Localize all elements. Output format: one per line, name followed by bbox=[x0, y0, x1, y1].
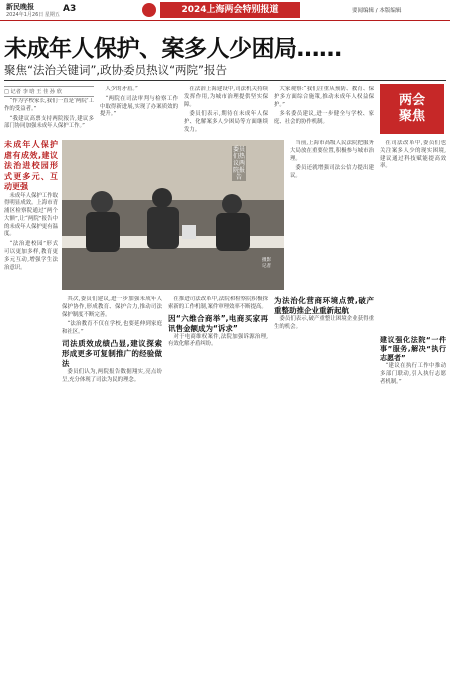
paragraph: 在司法改革中,委员们也关注案多人少的现实困境,建议通过科技赋能提高效率。 bbox=[380, 140, 446, 170]
section-heading: 建议强化法院“一件事”服务,解决“执行志愿者” bbox=[380, 336, 446, 362]
paragraph: 对于电商维权案件,法院加强诉源治理,有效化解矛盾纠纷。 bbox=[168, 333, 268, 348]
paragraph: 当前,上海市高级人民法院把服务大局放在重要位置,积极参与城市治理。 bbox=[290, 140, 374, 162]
paragraph: 大家观察:“我们注重从预防、教育、保护多方面综合施策,推动未成年人权益保护。” bbox=[274, 86, 374, 108]
paragraph: 人少的矛盾。” bbox=[105, 86, 138, 92]
two-sessions-badge bbox=[380, 84, 444, 134]
emblem-icon bbox=[142, 3, 156, 17]
paragraph: 未成年人保护工作取得明显成效。上海市青浦区检察院通过“两个大额”,让“两院”报告中的未成年人保护更有温度。 bbox=[4, 192, 58, 238]
paragraph: 委员们表示,期待在未成年人保护、化解案多人少困局等方面继续发力。 bbox=[184, 111, 268, 133]
article-column bbox=[274, 86, 374, 138]
page-number: A3 bbox=[63, 4, 77, 14]
badge-line-1: 两会 bbox=[398, 93, 425, 108]
photo-credit: 摄影记者 bbox=[262, 258, 271, 269]
section-heading: 司法质效成绩凸显,建议探索形成更多可复制推广的经验做法 bbox=[62, 338, 162, 368]
paragraph: “建议在执行工作中推动多部门联动,引入执行志愿者机制。” bbox=[380, 363, 446, 385]
article-column bbox=[100, 86, 178, 138]
page-subtitle: 聚焦“法治关键词”,政协委员热议“两院”报告 bbox=[4, 63, 227, 77]
article-column bbox=[290, 140, 374, 290]
headline-rule bbox=[4, 80, 446, 81]
section-heading: 因“六维合商举”,电商买家再讯售金额成为“诉求” bbox=[168, 313, 268, 333]
dateline: 2024年1月26日 星期五 bbox=[6, 12, 60, 18]
photo-illustration bbox=[62, 140, 284, 290]
paragraph: 在推进司法改革中,法院和检察院积极探索新的工作机制,案件审理效率不断提高。 bbox=[168, 296, 268, 310]
paragraph: 委员们认为,两院报告数据翔实,亮点纷呈,充分体现了司法为民的理念。 bbox=[62, 368, 162, 383]
article-column bbox=[62, 296, 162, 670]
paragraph: 在法治上海建设中,司法机关持续发挥作用,为城市治理提供坚实保障。 bbox=[184, 86, 268, 108]
editor-line: 要闻编辑 / 本版编辑 bbox=[352, 8, 402, 14]
article-column bbox=[380, 140, 446, 330]
badge-line-2: 聚焦 bbox=[398, 109, 425, 124]
article-column bbox=[380, 336, 446, 670]
paragraph: “法治进校园”形式可以更加多样,教育更多元互动,增强学生法治意识。 bbox=[4, 241, 58, 271]
article-column bbox=[168, 296, 268, 670]
paragraph: “作为学校家长,我们一直是‘两院’工作的受益者。” bbox=[4, 98, 94, 112]
article-column bbox=[274, 296, 374, 670]
article-column bbox=[4, 140, 58, 670]
section-heading: 为法治化营商环境点赞,破产重整助推企业重新起航 bbox=[274, 296, 374, 315]
page-title: 未成年人保护、案多人少困局…… bbox=[4, 36, 342, 62]
paragraph: “我建议高票支持两院报告,建议多部门协同加强未成年人保护工作。” bbox=[4, 115, 94, 130]
paragraph: “法治教育不仅在学校,也要延伸到家庭和社区。” bbox=[62, 321, 162, 336]
paragraph: “两院在司法审判与检察工作中取得新进展,实现了办案质效的提升。” bbox=[100, 95, 178, 118]
section-banner: 2024上海两会特别报道 bbox=[160, 2, 300, 18]
photo-caption: 委员们热议两院报告 bbox=[232, 146, 245, 181]
byline: □ 记者 李 晗 王 佳 孙 欣 bbox=[4, 86, 94, 97]
meeting-photo bbox=[62, 140, 284, 290]
paragraph: 其次,委员们建议,进一步加强未成年人保护协作,形成教育、保护合力,推动司法保护制度不断完善。 bbox=[62, 296, 162, 318]
article-column bbox=[4, 98, 94, 138]
paragraph: 委员还就增强司法公信力提出建议。 bbox=[290, 165, 374, 180]
paragraph: 委员们表示,破产重整让困境企业获得重生的机会。 bbox=[274, 316, 374, 330]
article-column bbox=[184, 86, 268, 138]
section-lead: 未成年人保护虐有成效,建议法治进校园形式更多元、互动更强 bbox=[4, 140, 58, 191]
masthead: 新民晚报 bbox=[6, 2, 34, 11]
paragraph: 多名委员建议,进一步健全与学校、家庭、社会的协作机制。 bbox=[274, 111, 374, 126]
